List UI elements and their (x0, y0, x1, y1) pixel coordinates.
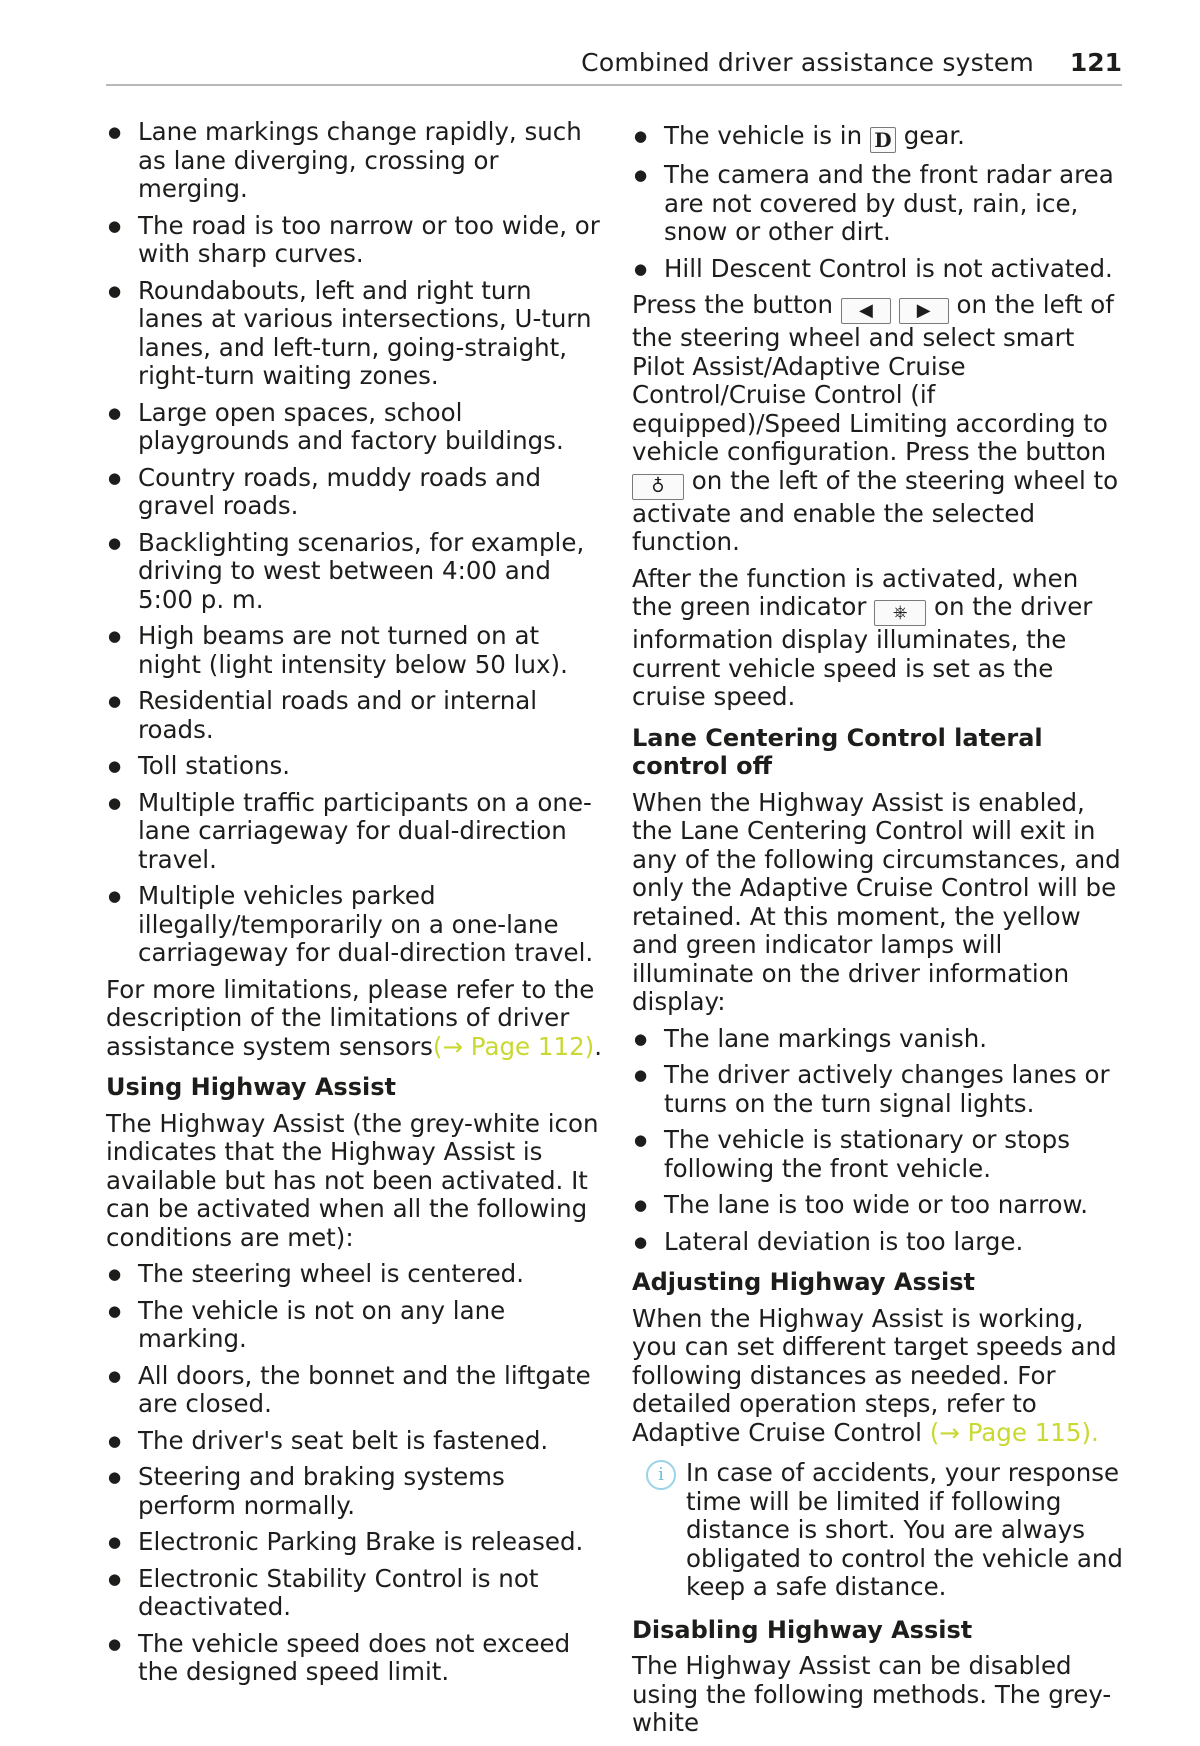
list-item: ● The vehicle is not on any lane marking. (106, 1297, 602, 1354)
list-item: ● Steering and braking systems perform normally. (106, 1463, 602, 1520)
info-note (632, 1459, 1126, 1602)
limitations-list (106, 118, 602, 968)
lcc-exit-list (632, 1025, 1126, 1257)
conditions-list (106, 1260, 602, 1687)
list-item: ● Electronic Stability Control is not deactivated. (106, 1565, 602, 1622)
list-item: ● Toll stations. (106, 752, 602, 781)
list-item: ● The camera and the front radar area are not covered by dust, rain, ice, snow or other dirt. (632, 161, 1126, 247)
page-112-link[interactable]: (→ Page 112) (432, 1031, 595, 1061)
right-arrow-button-icon: ▶ (899, 298, 949, 324)
list-item: ● The driver's seat belt is fastened. (106, 1427, 602, 1456)
disabling-heading: Disabling Highway Assist (632, 1615, 973, 1644)
list-item: ● The lane is too wide or too narrow. (632, 1191, 1126, 1220)
left-column (106, 118, 602, 1695)
list-item: ● The steering wheel is centered. (106, 1260, 602, 1289)
list-item: ● The driver actively changes lanes or turns on the turn signal lights. (632, 1061, 1126, 1118)
list-item: ● Residential roads and or internal roads. (106, 687, 602, 744)
lcc-paragraph: When the Highway Assist is enabled, the Lane Centering Control will exit in any of the following circumstances, and only the Adaptive Cruise Control will be retained. At this moment, the yellow and green indicator lamps will illuminate on the driver information display: (632, 787, 1121, 1016)
list-item: ● High beams are not turned on at night (light intensity below 50 lux). (106, 622, 602, 679)
after-text-2: on the driver information display illuminates, the current vehicle speed is set as the cruise speed. (632, 592, 1093, 711)
more-limitations-text: For more limitations, please refer to the description of the limitations of driver assistance system sensors (106, 974, 595, 1061)
page-header (106, 44, 1122, 86)
more-limitations-paragraph: For more limitations, please refer to the description of the limitations of driver assistance system sensors(→ Page 112). (106, 974, 603, 1061)
list-item: ● Lane markings change rapidly, such as lane diverging, crossing or merging. (106, 118, 602, 204)
lcc-heading: Lane Centering Control lateral control off (632, 723, 1043, 780)
using-intro-paragraph: The Highway Assist (the grey-white icon indicates that the Highway Assist is available but has not been activated. It can be activated when all the following conditions are met): (106, 1108, 599, 1252)
cruise-control-button-icon: ♁ (632, 474, 684, 500)
list-item: ● The vehicle speed does not exceed the designed speed limit. (106, 1630, 602, 1687)
after-text-1: After the function is activated, when the green indicator (632, 563, 1079, 621)
list-item: ● The vehicle is stationary or stops following the front vehicle. (632, 1126, 1126, 1183)
press-text-3: on the left of the steering wheel to activate and enable the selected function. (632, 465, 1119, 556)
adjusting-heading: Adjusting Highway Assist (632, 1268, 976, 1296)
after-activation-paragraph (632, 565, 1126, 712)
list-item: ● All doors, the bonnet and the liftgate are closed. (106, 1362, 602, 1419)
list-item: ● The road is too narrow or too wide, or with sharp curves. (106, 212, 602, 269)
gear-text-pre: The vehicle is in (664, 121, 863, 150)
page-115-link[interactable]: (→ Page 115). (929, 1417, 1099, 1447)
info-icon: i (646, 1460, 676, 1490)
list-item: ● Large open spaces, school playgrounds and factory buildings. (106, 399, 602, 456)
disabling-paragraph: The Highway Assist can be disabled using the following methods. The grey-white (632, 1651, 1112, 1737)
list-item: ● Country roads, muddy roads and gravel roads. (106, 464, 602, 521)
list-item: ● Lateral deviation is too large. (632, 1228, 1126, 1257)
drive-gear-icon: D (870, 127, 896, 153)
highway-assist-indicator-icon: ⎈ (874, 600, 926, 626)
press-text-1: Press the button (632, 290, 834, 319)
conditions-list-continued (632, 122, 1126, 283)
adjusting-paragraph (632, 1305, 1126, 1448)
list-item: ● The lane markings vanish. (632, 1025, 1126, 1054)
page-number: 121 (1069, 48, 1122, 77)
list-item: ● Multiple traffic participants on a one-lane carriageway for dual-direction travel. (106, 789, 602, 875)
left-arrow-button-icon: ◀ (841, 298, 891, 324)
section-title: Combined driver assistance system (581, 48, 1034, 77)
using-highway-assist-heading: Using Highway Assist (106, 1073, 396, 1101)
list-item (632, 122, 1126, 153)
adjusting-text: When the Highway Assist is working, you can set different target speeds and following distances as needed. For detailed operation steps, refer to Adaptive Cruise Control (632, 1303, 1117, 1447)
list-item: ● Backlighting scenarios, for example, driving to west between 4:00 and 5:00 p. m. (106, 529, 602, 615)
list-item: ● Roundabouts, left and right turn lanes at various intersections, U-turn lanes, and left-turn, going-straight, right-turn waiting zones. (106, 277, 602, 391)
gear-text-post: gear. (903, 121, 965, 150)
press-text-2: on the left of the steering wheel and select smart Pilot Assist/Adaptive Cruise Control/Cruise Control (if equipped)/Speed Limiting according to vehicle configuration. Press the button (632, 290, 1114, 466)
list-item: ● Multiple vehicles parked illegally/temporarily on a one-lane carriageway for dual-direction travel. (106, 882, 602, 968)
note-text: In case of accidents, your response time will be limited if following distance is short. You are always obligated to control the vehicle and keep a safe distance. (686, 1458, 1123, 1601)
list-item: ● Electronic Parking Brake is released. (106, 1528, 602, 1557)
right-column (632, 122, 1126, 1746)
list-item: ● Hill Descent Control is not activated. (632, 255, 1126, 284)
press-button-paragraph (632, 291, 1126, 557)
